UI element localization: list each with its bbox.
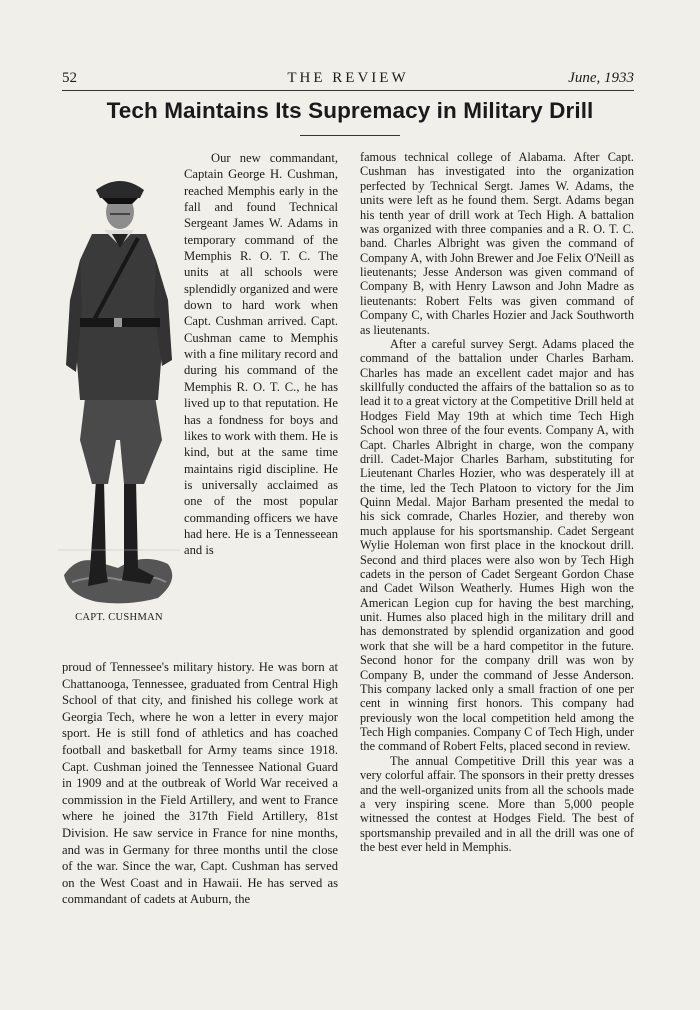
paragraph: proud of Tennessee's military history. He was born at Chattanooga, Tennessee, graduated from Central High School of that city, and finished his college work at Georgia Tech, where he won a letter in every major sport. He is still fond of athletics and has coached football and basketball for Army teams since 1918. Capt. Cushman joined the Tennessee National Guard in 1909 and at the outbreak of World War received a commission in the Field Artillery, and went to France where he joined the 317th Field Artillery, 81st Division. He saw service in France for nine months, and was in Germany for three months until the close of the war. Since the war, Capt. Cushman has served on the West Coast and in Hawaii. He has served as commandant of cadets at Auburn, the [62, 660, 338, 907]
paragraph: famous technical college of Alabama. After Capt. Cushman has investigated into the organization perfected by Technical Sergt. James W. Adams, the units were left as he found them. Sergt. Adams began his tenth year of drill work at Tech High. A battalion was organized with three companies and a R. O. T. C. band. Charles Albright was given the command of Company A, with John Brewer and Joe Felix O'Neill as lieutenants; Jesse Anderson was given command of Company B, with Henry Lawson and John Madre as lieutenants: Robert Felts was given command of Company C, with Charles Hozier and Jack Southworth as lieutenants. [360, 150, 634, 337]
magazine-name: THE REVIEW [287, 70, 409, 86]
officer-photo [58, 150, 180, 608]
running-header [62, 70, 634, 90]
page-number: 52 [62, 70, 77, 86]
article-column-right [360, 150, 634, 854]
article-column-left-bottom [62, 659, 338, 908]
header-rule [62, 90, 634, 91]
title-rule [300, 135, 400, 136]
article-column-left-top [184, 150, 338, 559]
paragraph: Our new commandant, Captain George H. Cushman, reached Memphis early in the fall and found Technical Sergeant James W. Adams in temporary command of the Memphis R. O. T. C. The units at all schools were splendidly organized and were down to hard work when Capt. Cushman arrived. Capt. Cushman came to Memphis with a fine military record and during his command of the Memphis R. O. T. C., he has lived up to that reputation. He has a fondness for boys and likes to work with them. He is kind, but at the same time maintains rigid discipline. He is universally acclaimed as one of the most popular commanding officers we have had here. He is a Tennesseean and is [184, 151, 338, 558]
issue-date: June, 1933 [568, 70, 634, 86]
paragraph: After a careful survey Sergt. Adams placed the command of the battalion under Charles Barham. Charles has made an excellent cadet major and has skillfully conducted the affairs of the battalion so as to lead it to a great victory at the Competitive Drill held at Hodges Field May 19th at which time Tech High School won three of the four events. Company A, with Capt. Charles Albright in charge, won the company drill. Cadet-Major Charles Barham, substituting for Lieutenant Charles Hozier, who was desperately ill at the time, led the Tech Platoon to victory for the Jim Quinn Medal. Major Barham presented the medal to his sick comrade, Charles Hozier, and thereby won much applause for his sportsmanship. Cadet Sergeant Wylie Holeman won first place in the knockout drill. Second and third places were also won by Tech High cadets in the person of Cadet Sergeant Gordon Chase and Cadet Wilson Weatherly. Humes High won the American Legion cup for having the best marching, unit. Humes also placed high in the military drill and has demonstrated by splendid organization and good work that she will be a hard competitor in the future. Second honor for the company drill was won by Company B, under the command of Jesse Anderson. This company lacked only a small fraction of one per cent in winning first honors. This company had previously won the local competition held among the Tech High companies. Company C of Tech High, under the command of Robert Felts, placed second in review. [360, 336, 634, 754]
photo-caption: CAPT. CUSHMAN [75, 612, 163, 623]
paragraph: The annual Competitive Drill this year was a very colorful affair. The sponsors in their pretty dresses and the well-organized units from all the schools made a very inspiring scene. More than 5,000 people witnessed the contest at Hodges Field. The best of sportsmanship prevailed and in all the drill was one of the best ever held in Memphis. [360, 753, 634, 854]
article-title: Tech Maintains Its Supremacy in Military Drill [106, 98, 594, 123]
